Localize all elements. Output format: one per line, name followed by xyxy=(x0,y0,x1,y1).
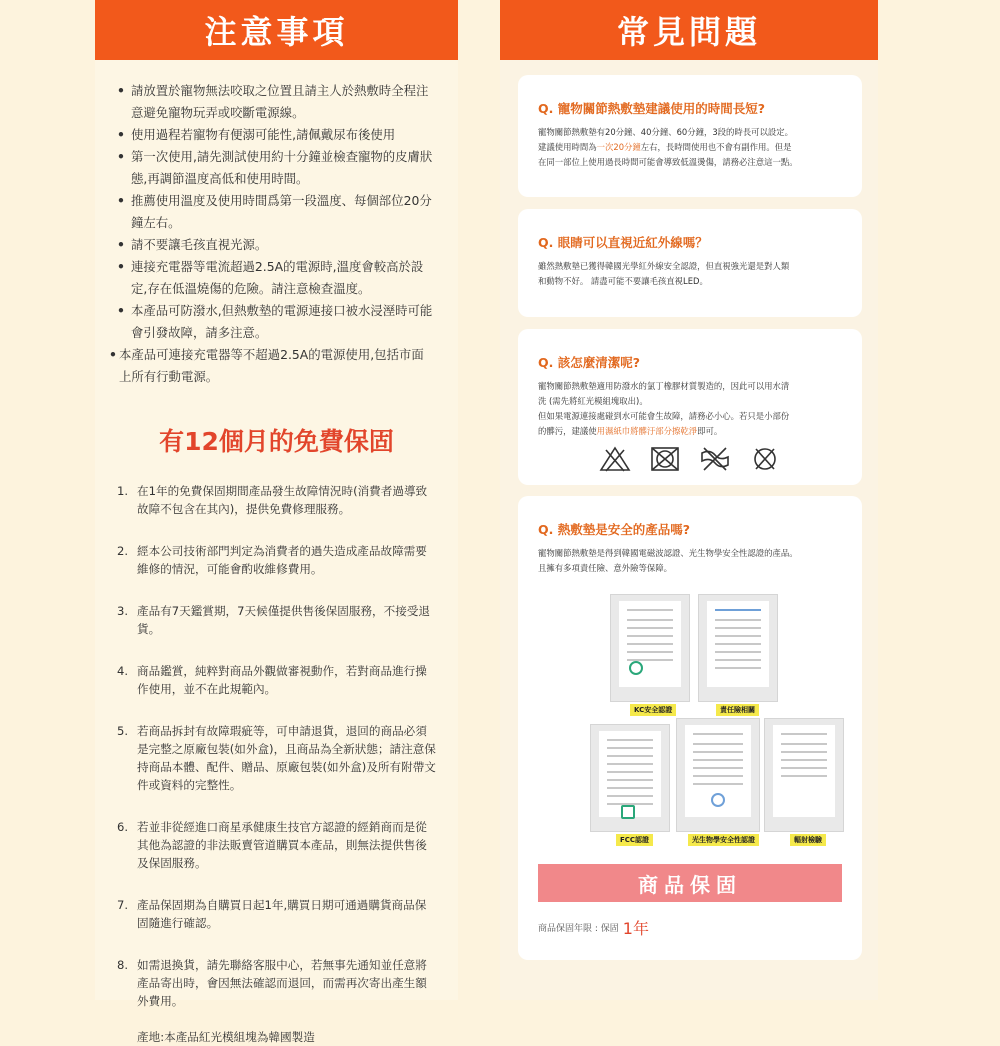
answer-line: 但如果電源連接處碰到水可能會生故障，請務必小心。若只是小部份 xyxy=(538,411,790,421)
answer-text: 建議使用時間為 xyxy=(538,142,597,152)
note-item: • 連接充電器等電流超過2.5A的電源時,溫度會較高於設定,存在低溫燒傷的危險。請注意檢查溫度。 xyxy=(115,256,435,300)
answer-text: 左右，長時間使用也不會有副作用。但是 xyxy=(640,142,792,152)
warranty-period-label: 商品保固年限 : 保固 xyxy=(538,924,619,934)
answer-text: 即可。 xyxy=(697,426,723,436)
warranty-term xyxy=(117,896,437,932)
note-item: • 本產品可防潑水,但熱敷墊的電源連接口被水浸溼時可能會引發故障，請多注意。 xyxy=(115,300,435,344)
faq-answer xyxy=(538,379,842,439)
term-text: 若商品拆封有故障瑕疵等，可申請退貨，退回的商品必須是完整之原廠包裝(如外盒)，且商品為全新狀態；請注意保持商品本體、配件、贈品、原廠包裝(如外盒)及所有附帶文件或資料的完整性。 xyxy=(137,724,436,792)
faq-question: Q. 熱敷墊是安全的產品嗎? xyxy=(538,522,690,537)
faq-column xyxy=(500,0,878,1000)
note-item: • 推薦使用溫度及使用時間爲第一段溫度、每個部位20分鐘左右。 xyxy=(115,190,435,234)
fcc-certificate-image xyxy=(590,724,670,832)
note-item: • 使用過程若寵物有便溺可能性,請佩戴尿布後使用 xyxy=(115,124,435,146)
faq-question: Q. 寵物關節熱敷墊建議使用的時間長短? xyxy=(538,101,765,116)
no-bleach-icon xyxy=(598,445,632,473)
insurance-document-image xyxy=(698,594,778,702)
kc-certificate-image xyxy=(610,594,690,702)
warranty-terms xyxy=(117,482,437,1010)
notes-title: 注意事項 xyxy=(95,0,458,60)
faq-card-cleaning xyxy=(518,329,862,485)
term-number: 3. xyxy=(117,604,129,618)
cert-label: FCC認證 xyxy=(616,834,653,846)
warranty-term xyxy=(117,482,437,518)
answer-text: 的髒污，建議使 xyxy=(538,426,597,436)
term-number: 4. xyxy=(117,664,129,678)
note-item: • 第一次使用,請先測試使用約十分鐘並檢查寵物的皮膚狀態,再調節溫度高低和使用時間。 xyxy=(115,146,435,190)
answer-line: 雖然熱敷墊已獲得韓國光學紅外線安全認證，但直視強光還是對人類 xyxy=(538,261,790,271)
note-item: • 請放置於寵物無法咬取之位置且請主人於熱敷時全程注意避免寵物玩弄或咬斷電源線。 xyxy=(115,80,435,124)
cert-label: KC安全認證 xyxy=(630,704,676,716)
term-number: 1. xyxy=(117,484,129,498)
faq-answer xyxy=(538,546,842,576)
faq-question: Q. 該怎麼清潔呢? xyxy=(538,355,640,370)
warranty-term xyxy=(117,722,437,794)
care-symbols xyxy=(538,445,842,473)
warranty-term xyxy=(117,662,437,698)
cert-label: 責任險相關 xyxy=(716,704,759,716)
term-text: 產品有7天鑑賞期，7天候僅提供售後保固服務，不接受退貨。 xyxy=(137,604,431,636)
faq-answer xyxy=(538,259,842,289)
warranty-heading: 有12個月的免費保固 xyxy=(159,427,394,456)
answer-highlight: 一次20分鐘 xyxy=(596,142,641,152)
warranty-term xyxy=(117,956,437,1010)
answer-line: 洗 (需先將紅光模組塊取出)。 xyxy=(538,396,648,406)
warranty-term xyxy=(117,542,437,578)
faq-title: 常見問題 xyxy=(500,0,878,60)
warranty-period-value: 1年 xyxy=(622,919,649,938)
answer-line: 且擁有多項責任險、意外險等保障。 xyxy=(538,563,672,573)
answer-line: 寵物關節熱敷墊是得到韓國電磁波認證、光生物學安全性認證的產品。 xyxy=(538,548,798,558)
term-number: 2. xyxy=(117,544,129,558)
origin-note: 產地:本產品紅光模組塊為韓國製造 xyxy=(137,1030,315,1044)
answer-line: 在同一部位上使用過長時間可能會導致低溫燙傷，請務必注意這一點。 xyxy=(538,157,798,167)
notes-list xyxy=(115,80,435,388)
radiation-test-report-image xyxy=(764,718,844,832)
no-dryclean-icon xyxy=(748,445,782,473)
term-number: 8. xyxy=(117,958,129,972)
term-number: 7. xyxy=(117,898,129,912)
answer-line xyxy=(538,140,842,155)
no-wring-icon xyxy=(698,445,732,473)
term-text: 在1年的免費保固期間產品發生故障情況時(消費者過導致故障不包含在其內)，提供免費修理服務。 xyxy=(137,484,428,516)
warranty-term xyxy=(117,602,437,638)
faq-card-infrared xyxy=(518,209,862,317)
answer-line: 和動物不好。 請盡可能不要讓毛孩直視LED。 xyxy=(538,276,708,286)
photobiological-report-image xyxy=(676,718,760,832)
faq-answer xyxy=(538,125,842,170)
term-number: 6. xyxy=(117,820,129,834)
faq-question: Q. 眼睛可以直視近紅外線嗎？ xyxy=(538,235,708,250)
warranty-term xyxy=(117,818,437,872)
faq-card-safety xyxy=(518,496,862,960)
term-text: 如需退換貨，請先聯絡客服中心，若無事先通知並任意將產品寄出時，會因無法確認而退回，而需再次寄出產生額外費用。 xyxy=(137,958,427,1008)
cert-label: 光生物學安全性認證 xyxy=(688,834,759,846)
answer-line xyxy=(538,424,842,439)
term-text: 經本公司技術部門判定為消費者的過失造成產品故障需要維修的情況，可能會酌收維修費用。 xyxy=(137,544,427,576)
answer-line: 寵物關節熱敷墊適用防潑水的氯丁橡膠材質製造的，因此可以用水清 xyxy=(538,381,790,391)
term-text: 產品保固期為自購買日起1年,購買日期可通過購貨商品保固隨進行確認。 xyxy=(137,898,427,930)
term-text: 商品鑑賞，純粹對商品外觀做審視動作，若對商品進行操作使用，並不在此規範內。 xyxy=(137,664,427,696)
term-number: 5. xyxy=(117,724,129,738)
term-text: 若並非從經進口商星承健康生技官方認證的經銷商而是從其他為認證的非法販賣管道購買本產品，則無法提供售後及保固服務。 xyxy=(137,820,427,870)
notes-column xyxy=(95,0,458,1044)
note-item: • 請不要讓毛孩直視光源。 xyxy=(115,234,435,256)
answer-highlight: 用濕紙巾將髒汙部分擦乾淨 xyxy=(596,426,698,436)
cert-label: 輻射檢驗 xyxy=(790,834,826,846)
warranty-period xyxy=(538,916,842,939)
product-warranty-banner: 商品保固 xyxy=(538,864,842,902)
no-tumble-dry-icon xyxy=(648,445,682,473)
faq-card-duration xyxy=(518,75,862,197)
answer-line: 寵物關節熱敷墊有20分鐘、40分鐘、60分鐘，3段的時長可以設定。 xyxy=(538,127,794,137)
certificate-gallery xyxy=(538,590,842,860)
note-item: • 本產品可連接充電器等不超過2.5A的電源使用,包括市面上所有行動電源。 xyxy=(115,344,435,388)
